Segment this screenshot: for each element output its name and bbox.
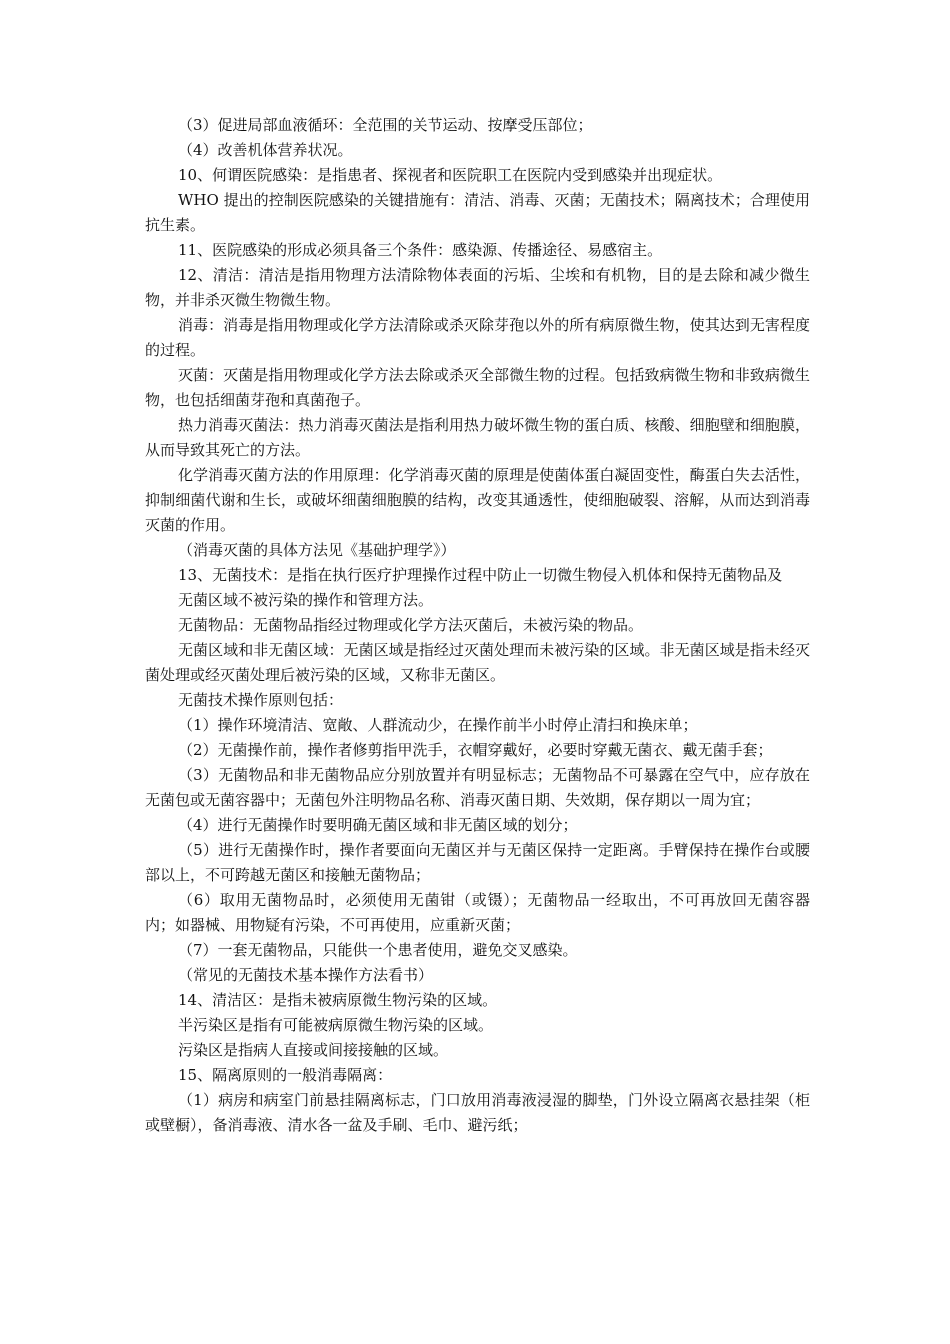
paragraph: 半污染区是指有可能被病原微生物污染的区域。	[178, 1016, 494, 1034]
paragraph: 15、隔离原则的一般消毒隔离：	[178, 1066, 393, 1084]
paragraph: 污染区是指病人直接或间接接触的区域。	[178, 1041, 449, 1059]
paragraph: 11、医院感染的形成必须具备三个条件：感染源、传播途径、易感宿主。	[178, 241, 663, 259]
paragraph: （4）进行无菌操作时要明确无菌区域和非无菌区域的划分；	[178, 816, 578, 834]
paragraph: 无菌技术操作原则包括：	[178, 691, 344, 709]
paragraph: （消毒灭菌的具体方法见《基础护理学》）	[178, 541, 456, 559]
paragraph: （4）改善机体营养状况。	[178, 141, 353, 159]
paragraph: （6）取用无菌物品时，必须使用无菌钳（或镊）；无菌物品一经取出，不可再放回无菌容器内；如器械、用物疑有污染，不可再使用，应重新灭菌；	[145, 891, 810, 934]
paragraph: WHO 提出的控制医院感染的关键措施有：清洁、消毒、灭菌；无菌技术；隔离技术；合理使用抗生素。	[145, 191, 810, 234]
paragraph: （5）进行无菌操作时，操作者要面向无菌区并与无菌区保持一定距离。手臂保持在操作台或腰部以上，不可跨越无菌区和接触无菌物品；	[145, 841, 810, 884]
paragraph: 10、何谓医院感染：是指患者、探视者和医院职工在医院内受到感染并出现症状。	[178, 166, 723, 184]
paragraph: 13、无菌技术：是指在执行医疗护理操作过程中防止一切微生物侵入机体和保持无菌物品及	[178, 566, 783, 584]
paragraph: 12、清洁：清洁是指用物理方法清除物体表面的污垢、尘埃和有机物，目的是去除和减少微生物，并非杀灭微生物微生物。	[145, 266, 810, 309]
paragraph: 消毒：消毒是指用物理或化学方法清除或杀灭除芽孢以外的所有病原微生物，使其达到无害程度的过程。	[145, 316, 810, 359]
paragraph: 热力消毒灭菌法：热力消毒灭菌法是指利用热力破坏微生物的蛋白质、核酸、细胞壁和细胞膜，从而导致其死亡的方法。	[145, 416, 810, 459]
paragraph: （常见的无菌技术基本操作方法看书）	[178, 966, 434, 984]
paragraph: （7）一套无菌物品，只能供一个患者使用，避免交叉感染。	[178, 941, 578, 959]
paragraph: 14、清洁区：是指未被病原微生物污染的区域。	[178, 991, 498, 1009]
paragraph: 化学消毒灭菌方法的作用原理：化学消毒灭菌的原理是使菌体蛋白凝固变性，酶蛋白失去活性，抑制细菌代谢和生长，或破坏细菌细胞膜的结构，改变其通透性，使细胞破裂、溶解，从而达到消毒灭菌的作用。	[145, 466, 810, 534]
paragraph: 灭菌：灭菌是指用物理或化学方法去除或杀灭全部微生物的过程。包括致病微生物和非致病微生物，也包括细菌芽孢和真菌孢子。	[145, 366, 810, 409]
paragraph: 无菌区域和非无菌区域：无菌区域是指经过灭菌处理而未被污染的区域。非无菌区域是指未经灭菌处理或经灭菌处理后被污染的区域，又称非无菌区。	[145, 641, 810, 684]
paragraph: 无菌区域不被污染的操作和管理方法。	[178, 591, 434, 609]
paragraph: （1）操作环境清洁、宽敞、人群流动少，在操作前半小时停止清扫和换床单；	[178, 716, 698, 734]
document-page	[145, 113, 810, 1138]
paragraph: （2）无菌操作前，操作者修剪指甲洗手，衣帽穿戴好，必要时穿戴无菌衣、戴无菌手套；	[178, 741, 773, 759]
paragraph: （3）促进局部血液循环：全范围的关节运动、按摩受压部位；	[178, 116, 593, 134]
paragraph: 无菌物品：无菌物品指经过物理或化学方法灭菌后，未被污染的物品。	[178, 616, 644, 634]
paragraph: （1）病房和病室门前悬挂隔离标志，门口放用消毒液浸湿的脚垫，门外设立隔离衣悬挂架（柜或壁橱），备消毒液、清水各一盆及手刷、毛巾、避污纸；	[145, 1091, 810, 1134]
paragraph: （3）无菌物品和非无菌物品应分别放置并有明显标志；无菌物品不可暴露在空气中，应存放在无菌包或无菌容器中；无菌包外注明物品名称、消毒灭菌日期、失效期，保存期以一周为宜；	[145, 766, 810, 809]
